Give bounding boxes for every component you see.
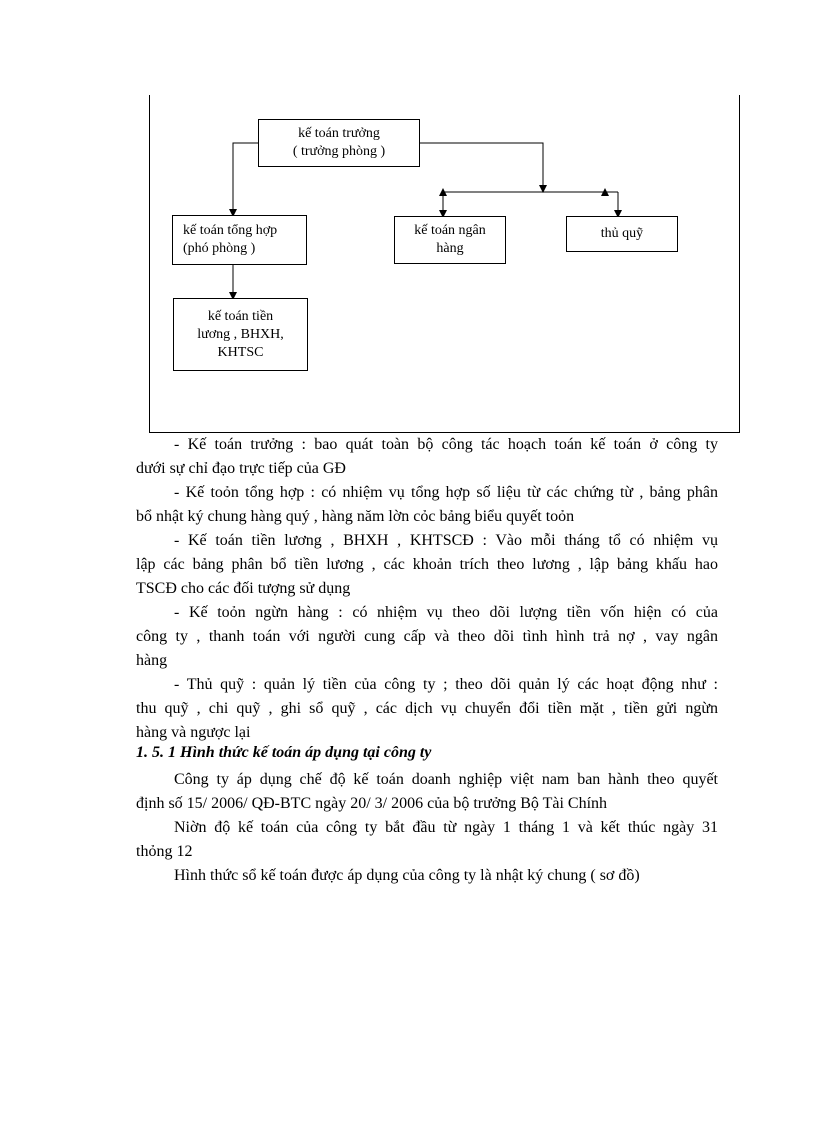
text-line: TSCĐ cho các đối tượng sử dụng [136,580,351,597]
box-cashier-line1: thủ quỹ [600,226,644,241]
paragraph-book-form [136,864,718,888]
box-bank-line2: hàng [436,241,464,256]
section-heading: 1. 5. 1 Hình thức kế toán áp dụng tại công ty [136,744,432,761]
text-line: thỏng 12 [136,843,193,860]
paragraph-cashier [136,673,718,745]
paragraph-salary-accountant [136,529,718,601]
box-salary-line3: KHTSC [217,344,264,360]
text-line: thu quỹ , chi quỹ , ghi sổ quỹ , các dịch vụ chuyển đổi tiền mặt , tiền gửi ngừn [136,700,718,717]
box-chief-line2: ( trưởng phòng ) [292,144,386,159]
connector-chief-general [233,143,258,213]
paragraph-regime [136,768,718,816]
text-line: Hình thức sổ kế toán được áp dụng của công ty là nhật ký chung ( sơ đồ) [174,867,640,884]
box-salary-accountant [173,298,308,371]
text-line: - Kế toỏn tổng hợp : có nhiệm vụ tổng hợp số liệu từ các chứng từ , bảng phân [174,484,718,501]
paragraph-general-accountant [136,481,718,529]
text-line: Công ty áp dụng chế độ kế toán doanh nghiệp việt nam ban hành theo quyết [174,771,718,788]
box-cashier [566,216,678,252]
text-line: công ty , thanh toán với người cung cấp và theo dõi tình hình trả nợ , vay ngân [136,628,718,645]
text-line: - Thủ quỹ : quản lý tiền của công ty ; theo dõi quản lý các hoạt động như : [174,676,718,693]
text-line: bổ nhật ký chung hàng quý , hàng năm lờn cỏc bảng biểu quyết toỏn [136,508,575,525]
box-general-line2: (phó phòng ) [183,241,256,256]
text-line: Niờn độ kế toán của công ty bắt đầu từ ngày 1 tháng 1 và kết thúc ngày 31 [174,819,718,836]
box-salary-line2: lương , BHXH, [197,326,284,342]
box-chief-accountant [258,119,420,167]
box-bank-accountant [394,216,506,264]
box-general-accountant [172,215,307,265]
text-line: hàng và ngược lại [136,724,251,741]
text-line: - Kế toán trưởng : bao quát toàn bộ công tác hoạch toán kế toán ở công ty [174,436,718,453]
box-general-line1: kế toán tổng hợp [183,223,278,238]
text-line: định số 15/ 2006/ QĐ-BTC ngày 20/ 3/ 2006 của bộ trưởng Bộ Tài Chính [136,795,608,812]
box-bank-line1: kế toán ngân [414,223,486,238]
text-line: dưới sự chỉ đạo trực tiếp của GĐ [136,460,346,477]
text-line: hàng [136,652,168,669]
connector-chief-bus [420,143,543,189]
text-line: lập các bảng phân bổ tiền lương , các khoản trích theo lương , lập bảng khấu hao [136,556,718,573]
box-salary-line1: kế toán tiền [207,308,274,324]
paragraph-chief-accountant [136,433,718,481]
paragraph-fiscal-year [136,816,718,864]
paragraph-bank-accountant [136,601,718,673]
box-chief-line1: kế toán trưởng [298,126,380,141]
text-line: - Kế toán tiền lương , BHXH , KHTSCĐ : Vào mỗi tháng tổ có nhiệm vụ [174,532,718,549]
text-line: - Kế toỏn ngừn hàng : có nhiệm vụ theo dõi lượng tiền vốn hiện có của [174,604,718,621]
